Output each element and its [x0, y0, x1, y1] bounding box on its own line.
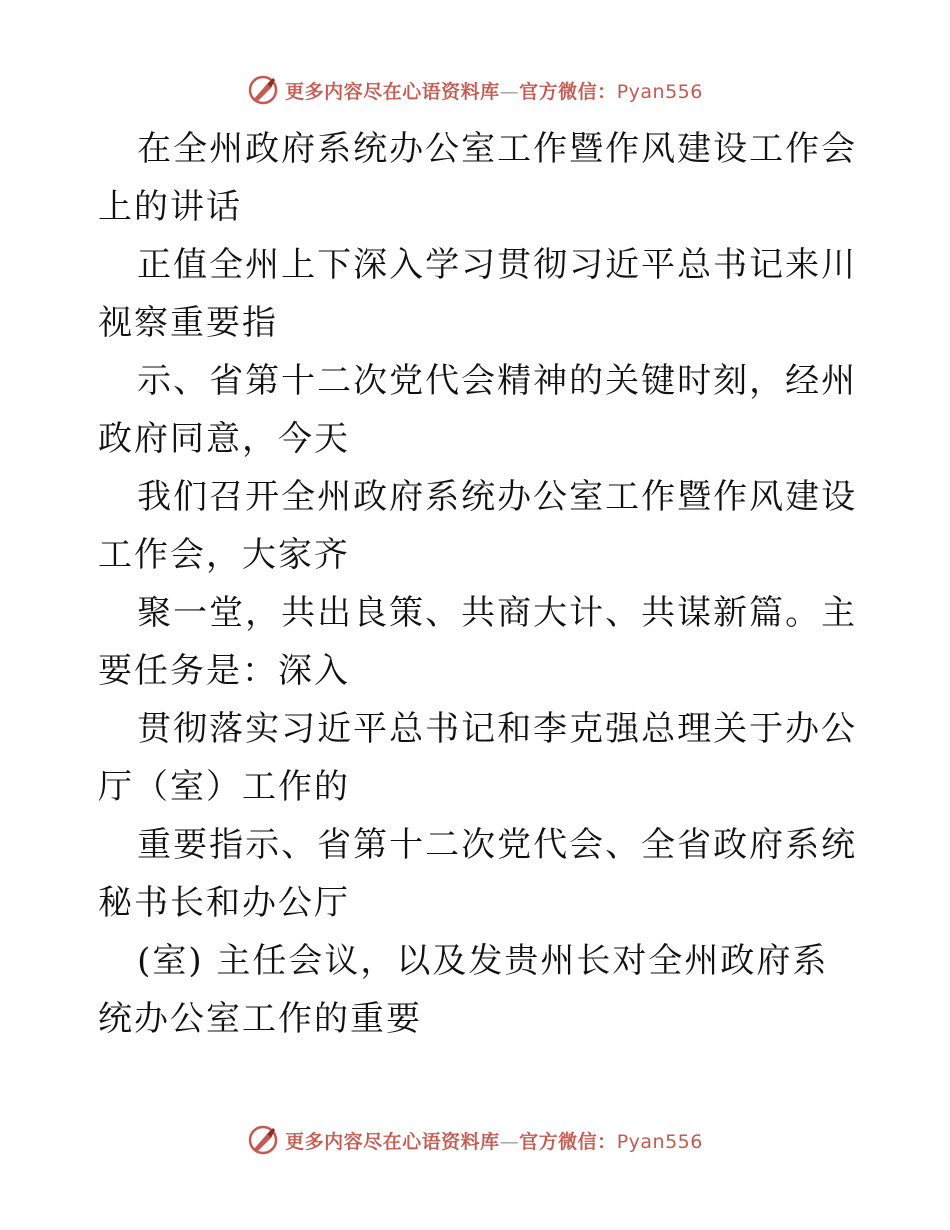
- banner-wechat-label: 官方微信：: [519, 80, 617, 103]
- paragraph: 我们召开全州政府系统办公室工作暨作风建设工作会，大家齐: [98, 477, 858, 575]
- document-body: [98, 120, 858, 1048]
- banner-wechat-id: Pyan556: [616, 80, 703, 103]
- pen-logo-icon: [247, 74, 279, 106]
- banner-text: [285, 1127, 703, 1154]
- paragraph: 贯彻落实习近平总书记和李克强总理关于办公厅（室）工作的: [98, 709, 858, 807]
- pen-logo-icon: [247, 1124, 279, 1156]
- header-watermark-banner: [0, 70, 950, 110]
- paragraph: 重要指示、省第十二次党代会、全省政府系统秘书长和办公厅: [98, 825, 858, 923]
- banner-separator: —: [499, 80, 520, 103]
- banner-separator: —: [499, 1130, 520, 1153]
- banner-main-text: 更多内容尽在心语资料库: [285, 80, 500, 103]
- banner-text: [285, 77, 703, 104]
- banner-wechat-id: Pyan556: [616, 1130, 703, 1153]
- paragraph: (室) 主任会议，以及发贵州长对全州政府系统办公室工作的重要: [98, 941, 829, 1039]
- paragraph-title: 在全州政府系统办公室工作暨作风建设工作会上的讲话: [98, 129, 858, 227]
- banner-main-text: 更多内容尽在心语资料库: [285, 1130, 500, 1153]
- paragraph: 正值全州上下深入学习贯彻习近平总书记来川视察重要指: [98, 245, 858, 343]
- footer-watermark-banner: [0, 1120, 950, 1160]
- paragraph: 示、省第十二次党代会精神的关键时刻，经州政府同意，今天: [98, 361, 858, 459]
- paragraph: 聚一堂，共出良策、共商大计、共谋新篇。主要任务是：深入: [98, 593, 858, 691]
- banner-wechat-label: 官方微信：: [519, 1130, 617, 1153]
